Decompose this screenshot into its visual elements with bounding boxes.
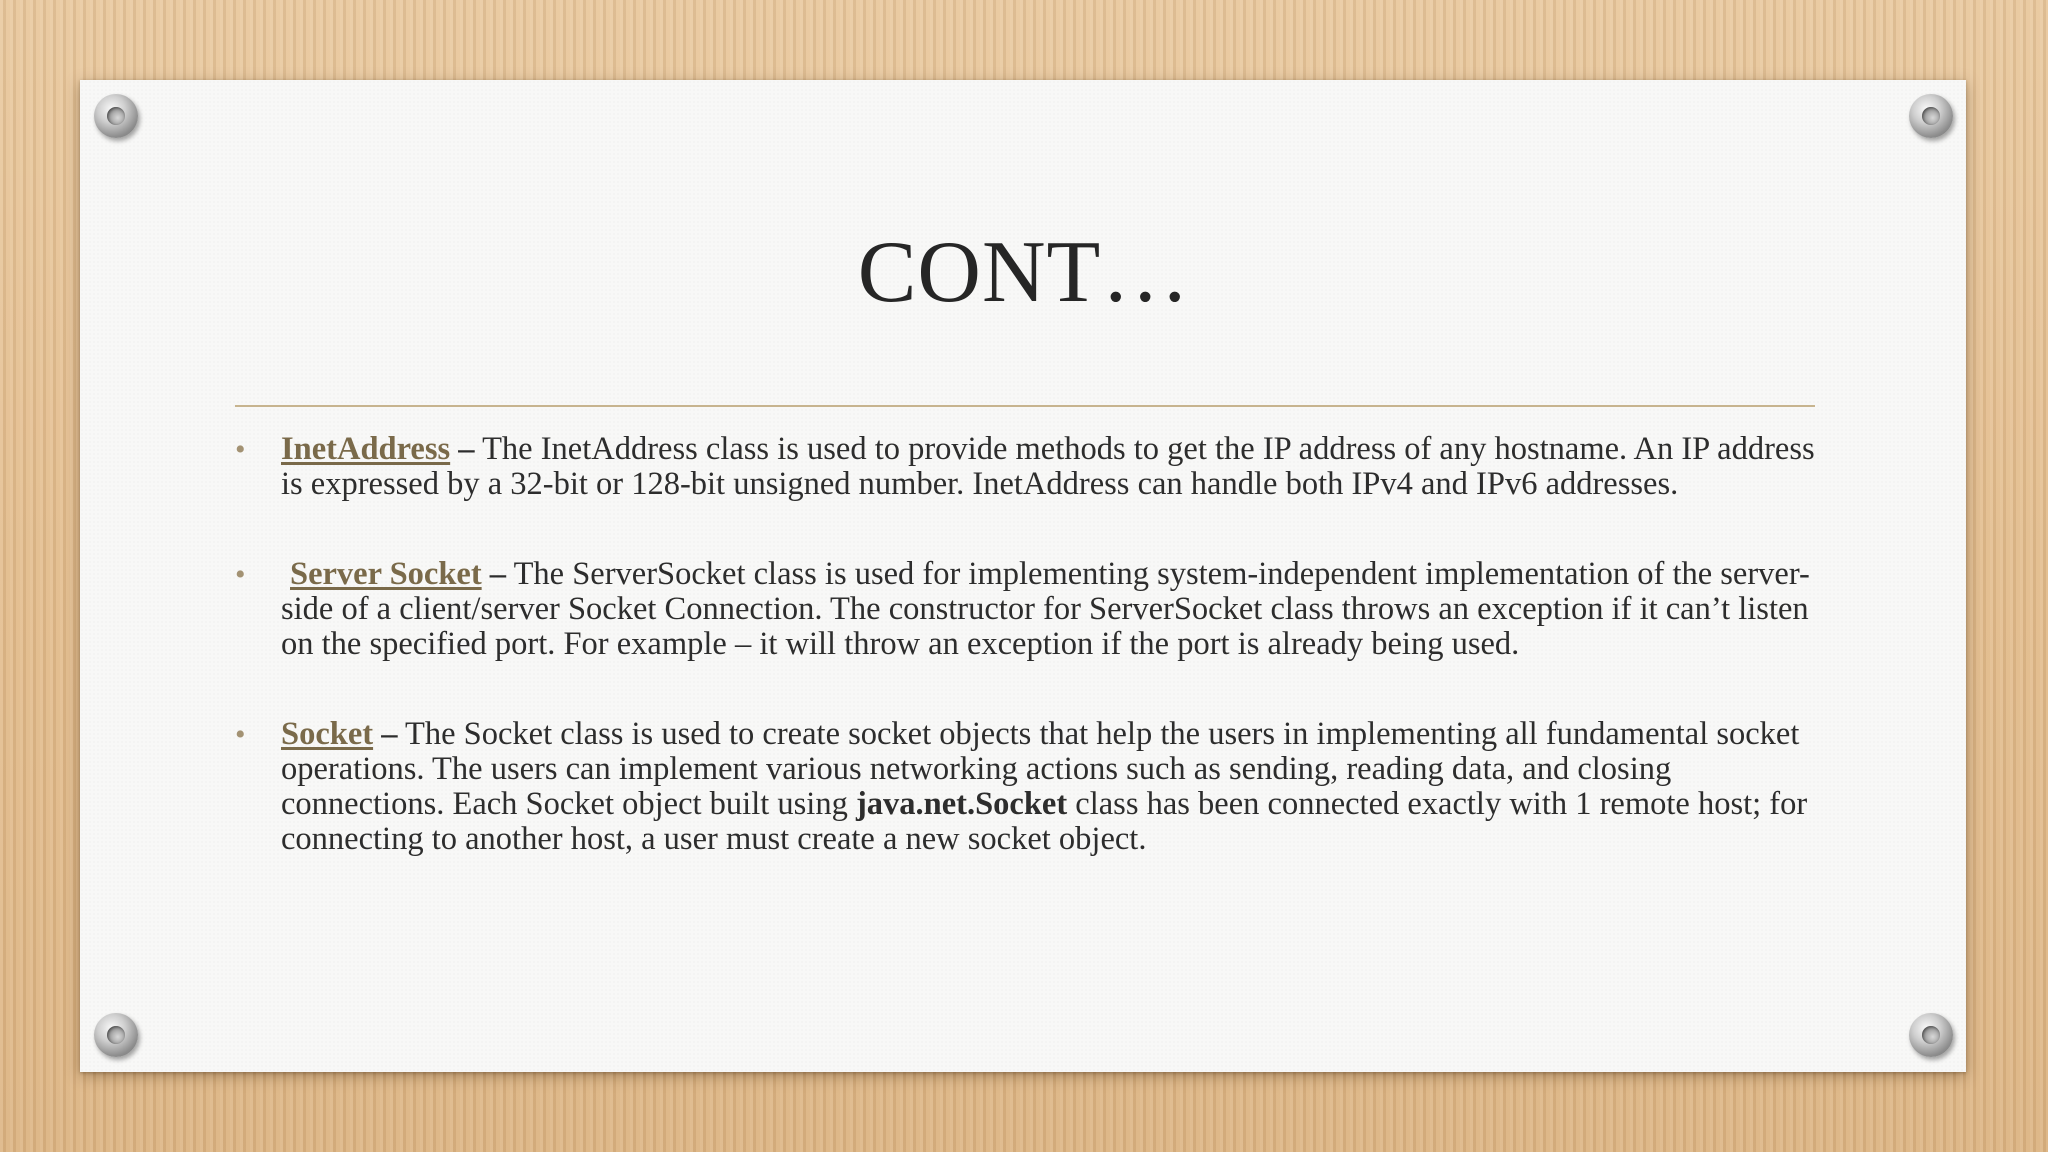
- grommet-pin-icon: [1909, 94, 1953, 138]
- code-class-name: java.net.Socket: [855, 786, 1068, 822]
- title-divider: [235, 405, 1815, 407]
- item-description: The ServerSocket class is used for implementing system-independent implementation of the server-side of a client/server Socket Connection. The constructor for ServerSocket class throws an exception if it can’t listen on the specified port. For example – it will throw an exception if the port is already being used.: [281, 556, 1810, 662]
- list-item-inetaddress: [235, 432, 1820, 502]
- grommet-pin-icon: [94, 94, 138, 138]
- bullet-icon: •: [235, 558, 246, 591]
- grommet-pin-icon: [1909, 1013, 1953, 1057]
- term-socket[interactable]: Socket: [281, 716, 374, 752]
- bullet-icon: •: [235, 433, 246, 466]
- bullet-list: [235, 432, 1820, 912]
- term-inetaddress[interactable]: InetAddress: [281, 431, 451, 467]
- term-dash: –: [458, 431, 475, 467]
- item-description-continued: class has been connected exactly with 1 remote host; for connecting to another host, a user must create a new socket object.: [281, 786, 1808, 857]
- item-description: The Socket class is used to create socket objects that help the users in implementing all fundamental socket operations. The users can implement various networking actions such as sending, reading data, and closing connections. Each Socket object built using: [281, 716, 1800, 822]
- term-dash: –: [489, 556, 507, 592]
- grommet-pin-icon: [94, 1013, 138, 1057]
- list-item-socket: [235, 717, 1820, 857]
- bullet-icon: •: [235, 718, 246, 751]
- term-dash: –: [381, 716, 398, 752]
- list-item-server-socket: [235, 557, 1820, 662]
- item-description: The InetAddress class is used to provide methods to get the IP address of any hostname. An IP address is expressed by a 32-bit or 128-bit unsigned number. InetAddress can handle both IPv4 and IPv6 addresses.: [281, 431, 1815, 502]
- term-server-socket[interactable]: Server Socket: [290, 556, 482, 592]
- slide-title: CONT…: [857, 224, 1191, 321]
